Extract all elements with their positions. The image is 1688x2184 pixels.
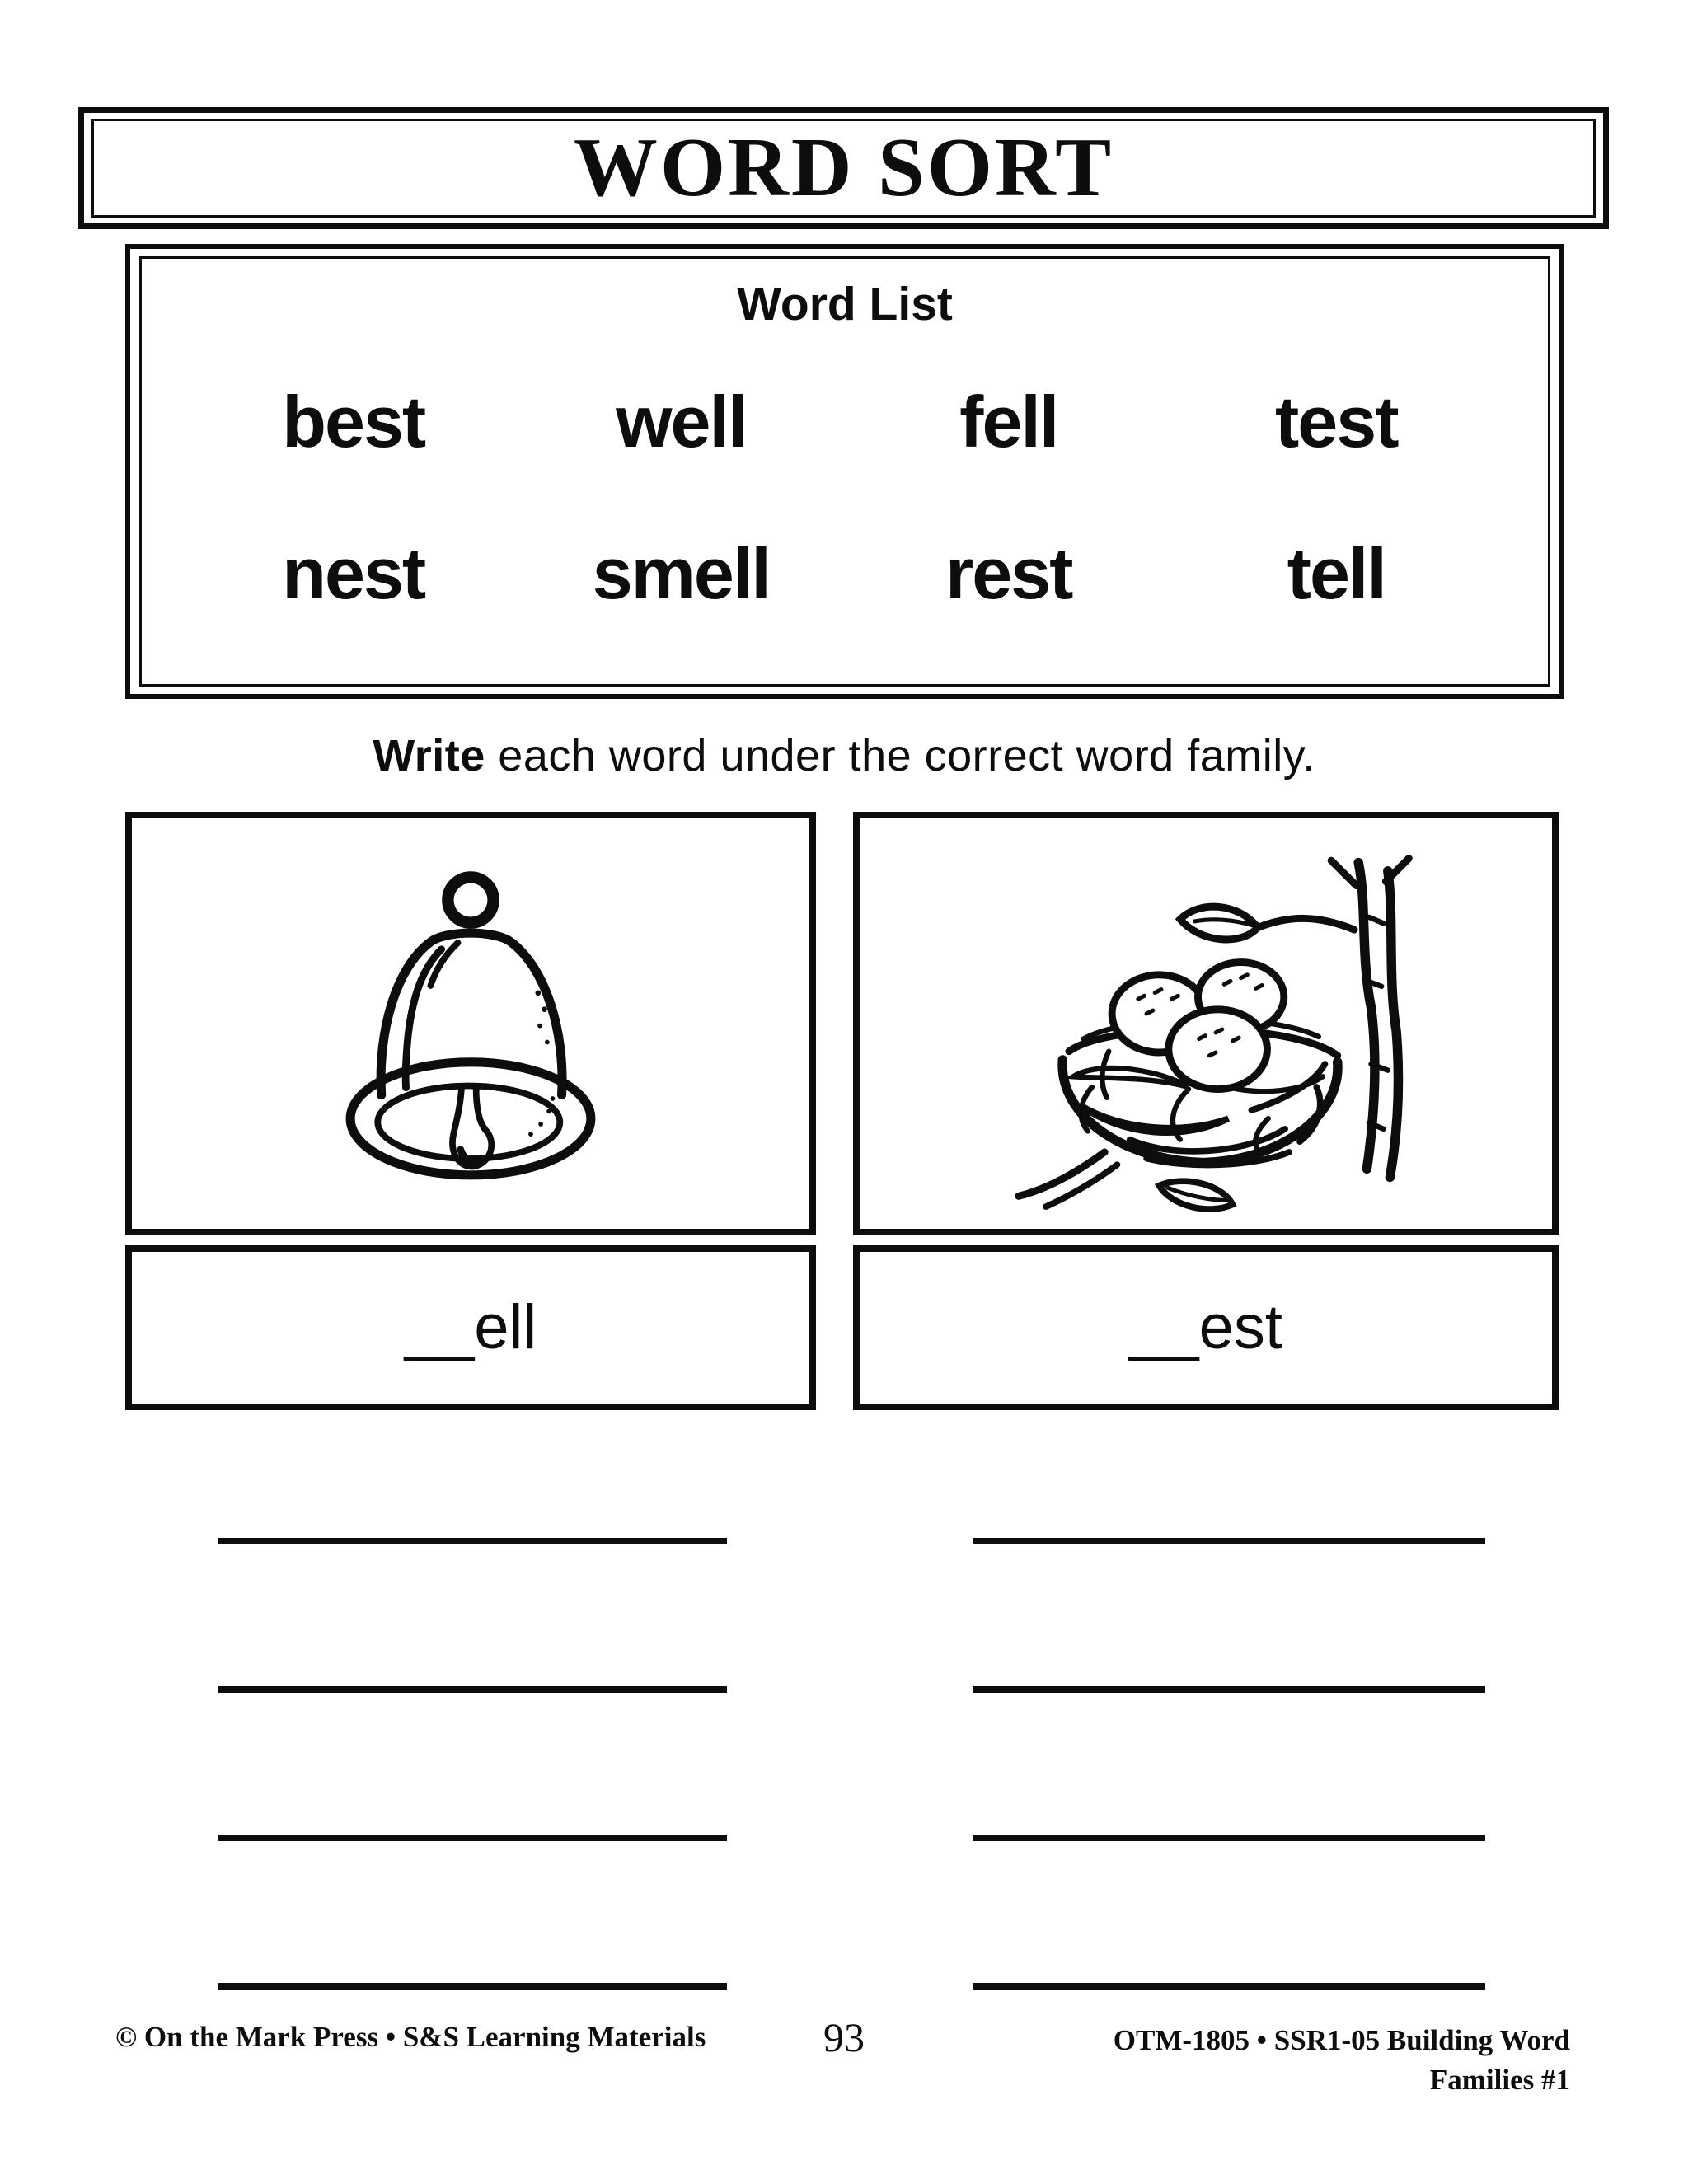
writing-line (973, 1538, 1485, 1544)
footer-publisher: © On the Mark Press • S&S Learning Materials (115, 2021, 706, 2053)
picture-box-est (853, 812, 1559, 1235)
writing-line (973, 1686, 1485, 1693)
footer-product-line1: OTM-1805 • SSR1-05 Building Word (1113, 2024, 1570, 2056)
footer-product-line2: Families #1 (1429, 2064, 1570, 2096)
instruction-rest: each word under the correct word family. (485, 731, 1315, 780)
family-suffix: ell (474, 1292, 537, 1362)
family-label-ell (404, 1292, 537, 1362)
word-item: smell (592, 532, 770, 615)
instruction-text (0, 730, 1688, 781)
title-box-inner (91, 119, 1596, 218)
word-item: fell (959, 380, 1058, 462)
word-list-box (125, 244, 1564, 699)
picture-box-ell (125, 812, 816, 1235)
instruction-verb: Write (373, 731, 485, 780)
family-label-box-est (853, 1245, 1559, 1410)
writing-line (973, 1835, 1485, 1841)
writing-line (218, 1686, 727, 1693)
family-suffix: est (1198, 1292, 1282, 1362)
blank-line: __ (1129, 1292, 1199, 1362)
nest-illustration (1004, 854, 1465, 1216)
word-item: test (1275, 380, 1398, 462)
blank-line: __ (404, 1292, 475, 1362)
writing-line (218, 1983, 727, 1990)
family-label-est (1129, 1292, 1282, 1362)
word-item: rest (945, 532, 1072, 615)
footer-product-code (1114, 2021, 1570, 2100)
word-item: best (282, 380, 425, 462)
word-list-grid (190, 380, 1500, 615)
writing-line (218, 1538, 727, 1544)
word-list-heading: Word List (737, 278, 953, 330)
writing-line (973, 1983, 1485, 1990)
word-item: well (616, 380, 747, 462)
family-label-box-ell (125, 1245, 816, 1410)
bell-illustration (277, 856, 664, 1202)
writing-line (218, 1835, 727, 1841)
word-item: nest (282, 532, 425, 615)
title-box (78, 107, 1609, 229)
word-item: tell (1287, 532, 1386, 615)
word-list-box-inner (139, 256, 1550, 687)
page-title: WORD SORT (573, 121, 1114, 214)
page-number: 93 (823, 2014, 865, 2060)
